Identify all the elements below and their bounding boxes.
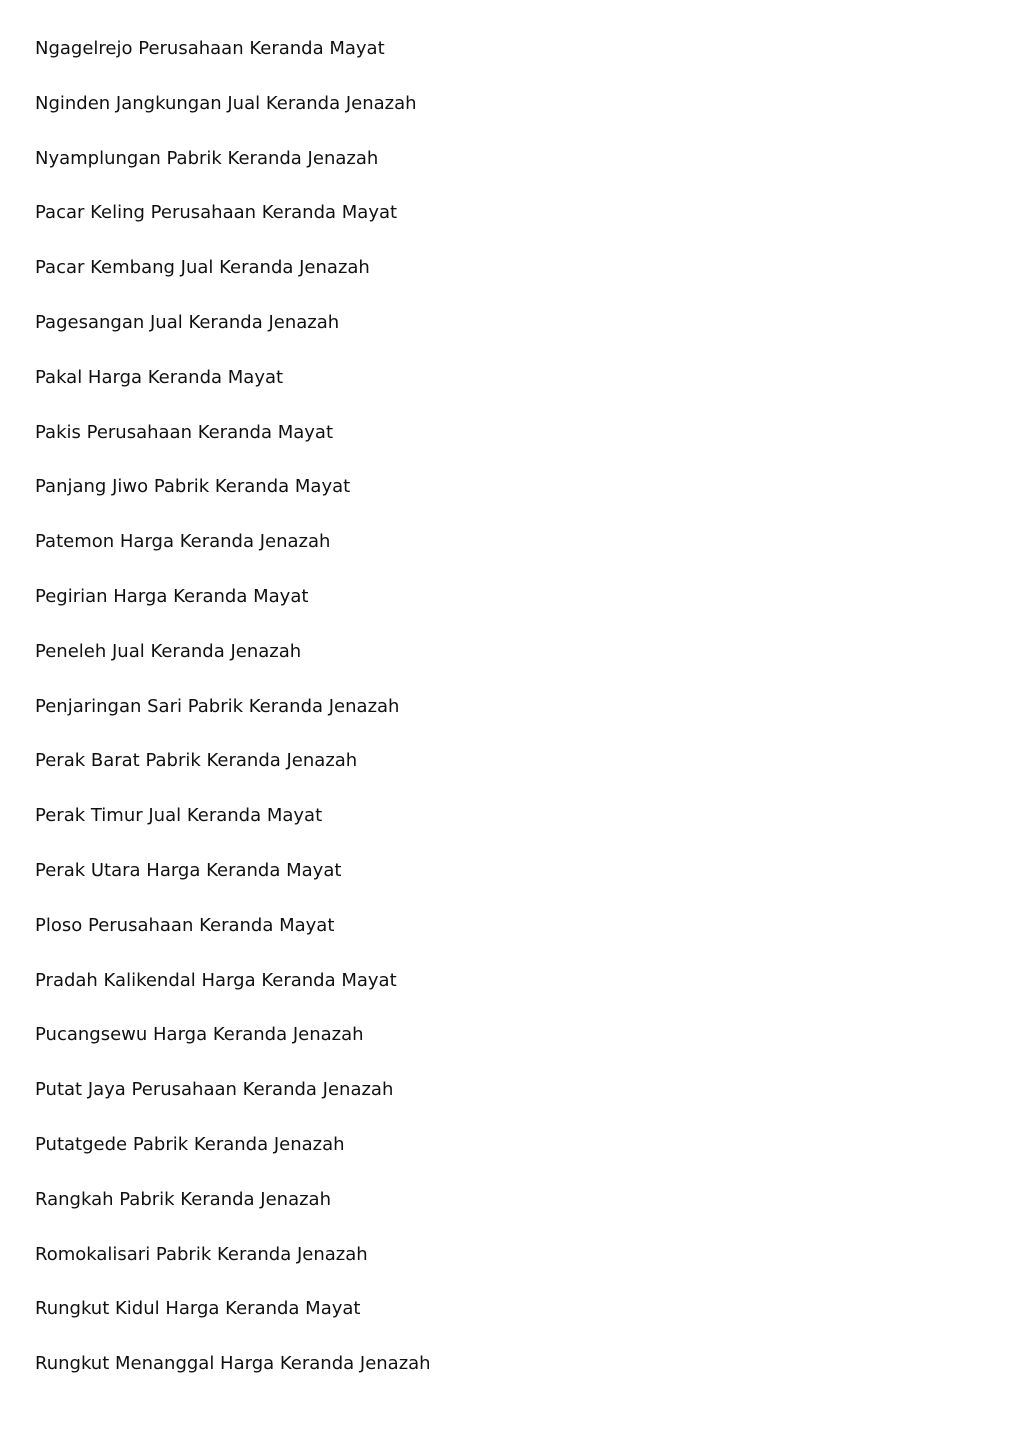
- list-item: Putat Jaya Perusahaan Keranda Jenazah: [35, 1079, 394, 1101]
- list-item: Putatgede Pabrik Keranda Jenazah: [35, 1133, 345, 1155]
- list-item: Pucangsewu Harga Keranda Jenazah: [35, 1024, 364, 1046]
- list-item: Pakal Harga Keranda Mayat: [35, 366, 284, 388]
- list-item: Pacar Keling Perusahaan Keranda Mayat: [35, 202, 398, 224]
- list-item: Rangkah Pabrik Keranda Jenazah: [35, 1188, 331, 1210]
- list-item: Peneleh Jual Keranda Jenazah: [35, 640, 302, 662]
- list-item: Ploso Perusahaan Keranda Mayat: [35, 914, 335, 936]
- list-item: Perak Barat Pabrik Keranda Jenazah: [35, 750, 358, 772]
- list-item: Penjaringan Sari Pabrik Keranda Jenazah: [35, 695, 400, 717]
- list-item: Perak Timur Jual Keranda Mayat: [35, 805, 323, 827]
- list-item: Panjang Jiwo Pabrik Keranda Mayat: [35, 476, 351, 498]
- list-item: Pakis Perusahaan Keranda Mayat: [35, 421, 334, 443]
- keranda-list: [35, 37, 1024, 1407]
- list-item: Pradah Kalikendal Harga Keranda Mayat: [35, 969, 397, 991]
- list-item: Ngagelrejo Perusahaan Keranda Mayat: [35, 38, 385, 59]
- list-item: Patemon Harga Keranda Jenazah: [35, 531, 331, 553]
- list-item: Pagesangan Jual Keranda Jenazah: [35, 311, 340, 333]
- list-item: Pegirian Harga Keranda Mayat: [35, 585, 309, 607]
- list-item: Rungkut Menanggal Harga Keranda Jenazah: [35, 1353, 431, 1375]
- list-item: Nyamplungan Pabrik Keranda Jenazah: [35, 147, 379, 169]
- list-item: Rungkut Kidul Harga Keranda Mayat: [35, 1298, 361, 1320]
- list-item: Nginden Jangkungan Jual Keranda Jenazah: [35, 92, 417, 114]
- list-item: Romokalisari Pabrik Keranda Jenazah: [35, 1243, 368, 1265]
- list-item: Pacar Kembang Jual Keranda Jenazah: [35, 257, 370, 279]
- list-item: Perak Utara Harga Keranda Mayat: [35, 859, 342, 881]
